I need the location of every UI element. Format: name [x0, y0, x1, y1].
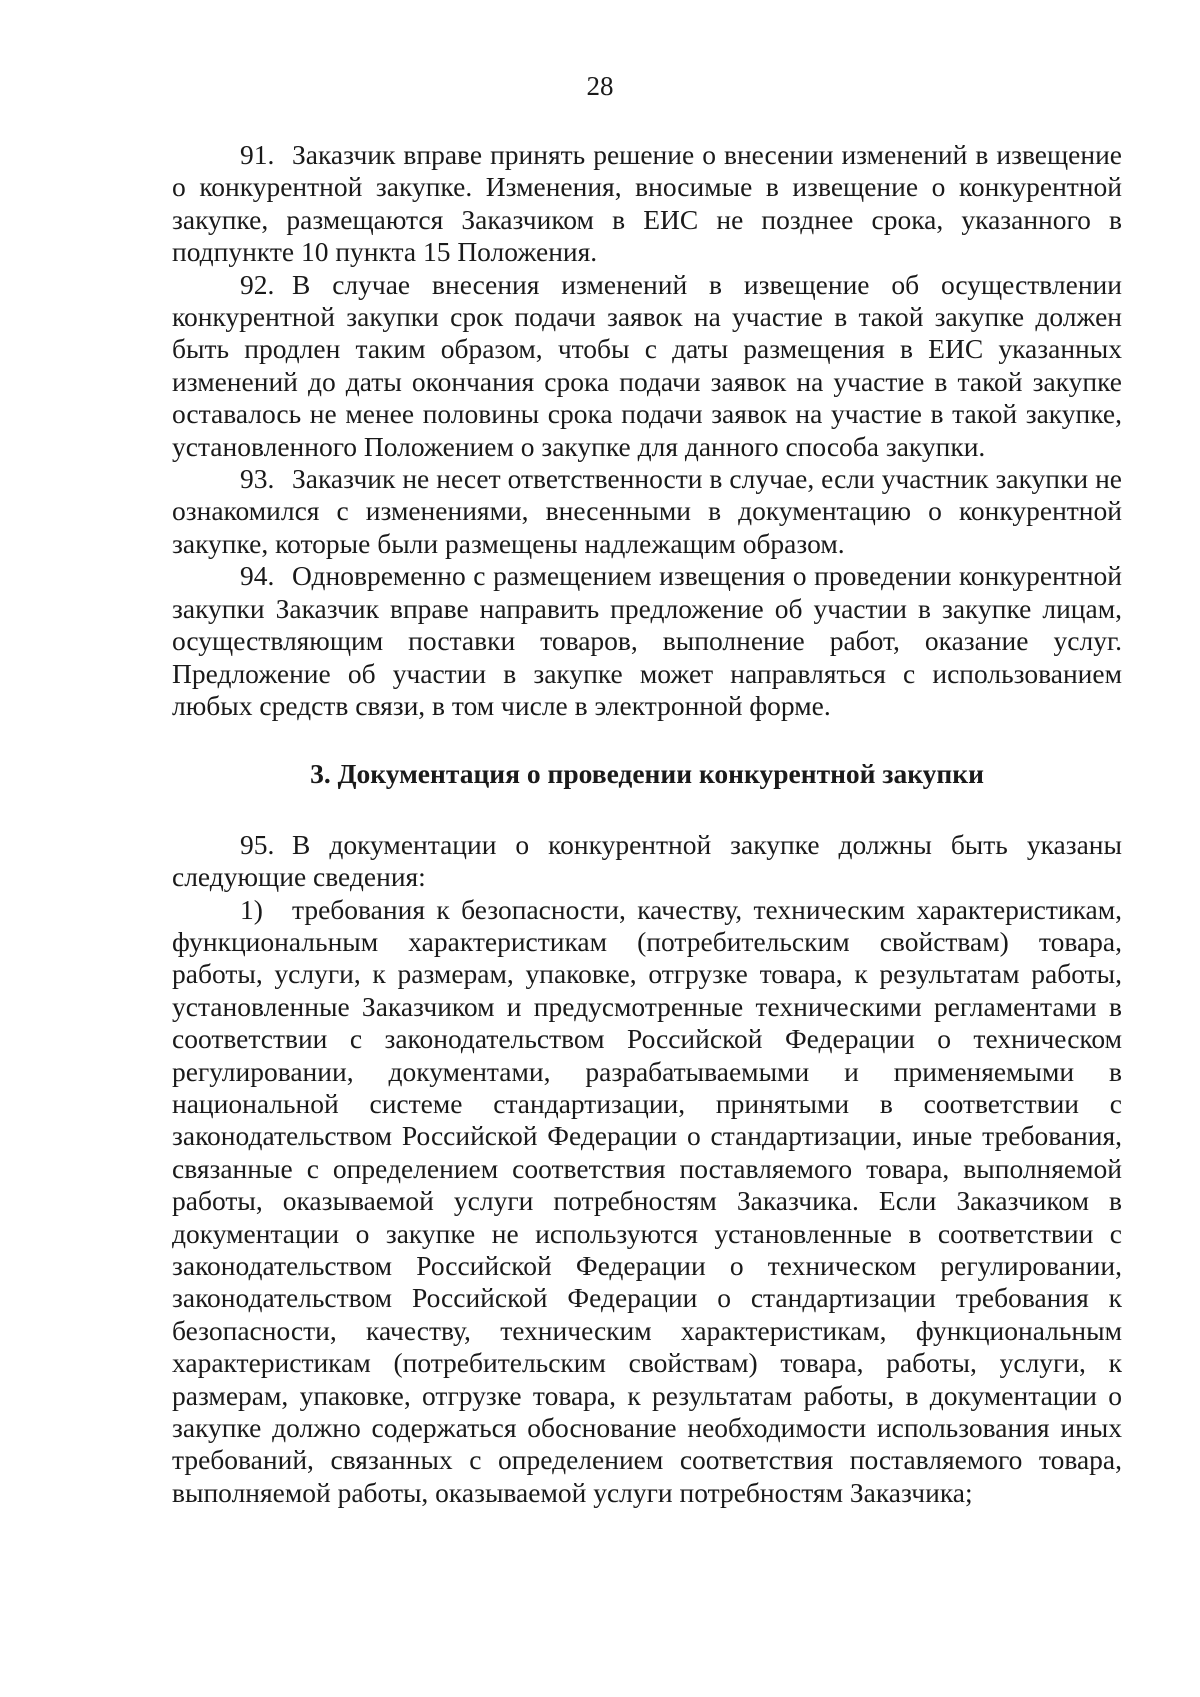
document-body [172, 139, 1122, 1509]
subparagraph-number: 1) [240, 893, 263, 925]
paragraph-94 [172, 560, 1122, 722]
paragraph-number: 93. [240, 463, 275, 495]
paragraph-text: В документации о конкурентной закупке должны быть указаны следующие сведения: [172, 828, 1122, 893]
section-heading: 3. Документация о проведении конкурентной закупки [310, 758, 984, 790]
paragraph-92 [172, 269, 1122, 463]
page-number: 28 [586, 71, 614, 101]
paragraph-text: Одновременно с размещением извещения о проведении конкурентной закупки Заказчик вправе направить предложение об участии в закупке лицам, осуществляющим поставки товаров, выполнение работ, оказание услуг. Предложение об участии в закупке может направляться с использованием любых средств связи, в том числе в электронной форме. [172, 560, 1122, 721]
paragraph-number: 95. [240, 828, 275, 860]
subparagraph-1 [172, 894, 1122, 1510]
subparagraph-text: требования к безопасности, качеству, техническим характеристикам, функциональным характеристикам (потребительским свойствам) товара, работы, услуги, к размерам, упаковке, отгрузке товара, к результатам работы, установленные Заказчиком и предусмотренные техническими регламентами в соответствии с законодательством Российской Федерации о техническом регулировании, документами, разрабатываемыми и применяемыми в национальной системе стандартизации, принятыми в соответствии с законодательством Российской Федерации о стандартизации, иные требования, связанные с определением соответствия поставляемого товара, выполняемой работы, оказываемой услуги потребностям Заказчика. Если Заказчиком в документации о закупке не используются установленные в соответствии с законодательством Российской Федерации о техническом регулировании, законодательством Российской Федерации о стандартизации требования к безопасности, качеству, техническим характеристикам, функциональным характеристикам (потребительским свойствам) товара, работы, услуги, к размерам, упаковке, отгрузке товара, к результатам работы, в документации о закупке должно содержаться обоснование необходимости использования иных требований, связанных с определением соответствия поставляемого товара, выполняемой работы, оказываемой услуги потребностям Заказчика; [172, 893, 1122, 1508]
paragraph-text: В случае внесения изменений в извещение об осуществлении конкурентной закупки срок подачи заявок на участие в такой закупке должен быть продлен таким образом, чтобы с даты размещения в ЕИС указанных изменений до даты окончания срока подачи заявок на участие в такой закупке оставалось не менее половины срока подачи заявок на участие в такой закупке, установленного Положением о закупке для данного способа закупки. [172, 268, 1122, 462]
paragraph-number: 92. [240, 268, 275, 300]
paragraph-number: 91. [240, 139, 275, 170]
paragraph-91 [172, 139, 1122, 269]
paragraph-93 [172, 463, 1122, 560]
paragraph-text: Заказчик не несет ответственности в случае, если участник закупки не ознакомился с изменениями, внесенными в документацию о конкурентной закупке, которые были размещены надлежащим образом. [172, 463, 1122, 559]
paragraph-95 [172, 829, 1122, 894]
paragraph-text: Заказчик вправе принять решение о внесении изменений в извещение о конкурентной закупке. Изменения, вносимые в извещение о конкурентной закупке, размещаются Заказчиком в ЕИС не позднее срока, указанного в подпункте 10 пункта 15 Положения. [172, 139, 1122, 268]
paragraph-number: 94. [240, 560, 275, 592]
